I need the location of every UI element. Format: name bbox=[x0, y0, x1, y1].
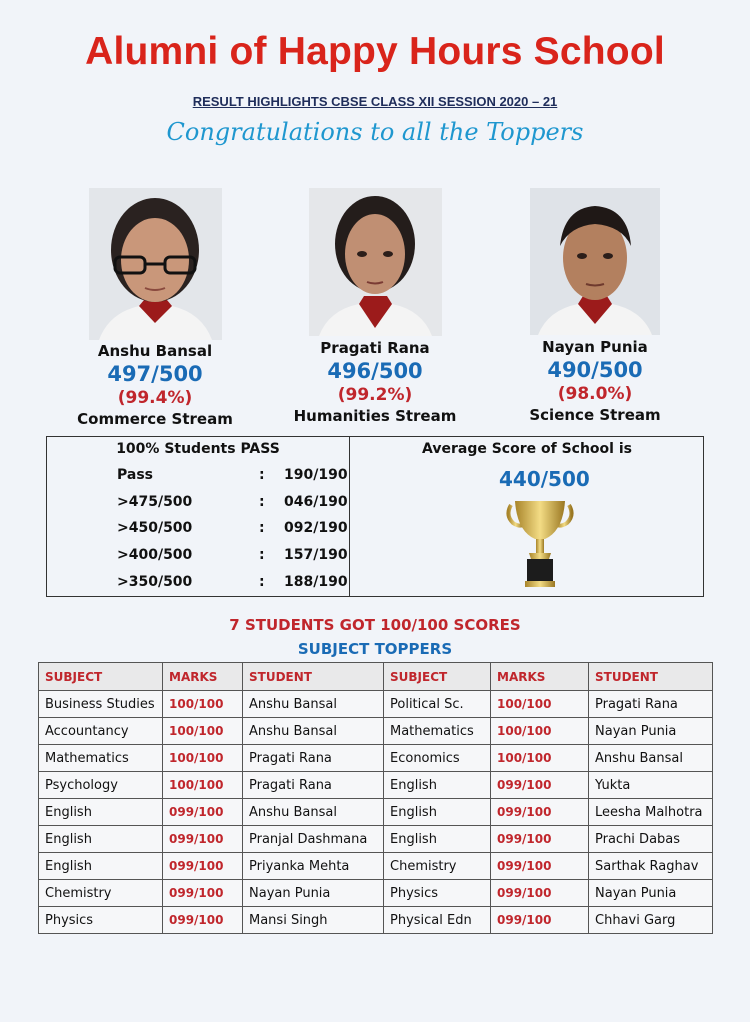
table-header-row bbox=[39, 663, 713, 691]
marks-cell: 099/100 bbox=[491, 853, 589, 880]
result-subtitle: RESULT HIGHLIGHTS CBSE CLASS XII SESSION 2020 – 21 bbox=[192, 94, 558, 109]
student-cell: Anshu Bansal bbox=[243, 718, 384, 745]
pass-stat-separator: : bbox=[259, 574, 265, 590]
table-row bbox=[39, 772, 713, 799]
topper-photo-pragati bbox=[309, 188, 442, 336]
table-row bbox=[39, 853, 713, 880]
topper-photo-anshu bbox=[89, 188, 222, 340]
topper-card-1 bbox=[60, 341, 250, 429]
student-cell: Priyanka Mehta bbox=[243, 853, 384, 880]
marks-cell: 099/100 bbox=[491, 826, 589, 853]
pass-stat-label: >450/500 bbox=[117, 520, 193, 536]
marks-cell: 100/100 bbox=[163, 691, 243, 718]
student-cell: Prachi Dabas bbox=[589, 826, 713, 853]
topper-stream: Commerce Stream bbox=[77, 410, 233, 428]
column-header-subject: SUBJECT bbox=[384, 663, 491, 691]
subject-cell: English bbox=[39, 799, 163, 826]
trophy-icon bbox=[505, 495, 575, 595]
table-row bbox=[39, 907, 713, 934]
marks-cell: 099/100 bbox=[491, 799, 589, 826]
subject-cell: Accountancy bbox=[39, 718, 163, 745]
subject-cell: English bbox=[384, 799, 491, 826]
subject-cell: Mathematics bbox=[39, 745, 163, 772]
pass-stat-value: 092/190 bbox=[284, 520, 348, 536]
topper-percent: (99.4%) bbox=[117, 388, 193, 408]
student-cell: Nayan Punia bbox=[589, 718, 713, 745]
pass-stat-separator: : bbox=[259, 494, 265, 510]
column-header-marks: MARKS bbox=[491, 663, 589, 691]
student-cell: Nayan Punia bbox=[589, 880, 713, 907]
student-cell: Pragati Rana bbox=[243, 772, 384, 799]
marks-cell: 100/100 bbox=[491, 691, 589, 718]
pass-stat-value: 046/190 bbox=[284, 494, 348, 510]
subject-cell: Political Sc. bbox=[384, 691, 491, 718]
marks-cell: 099/100 bbox=[163, 907, 243, 934]
marks-cell: 100/100 bbox=[491, 718, 589, 745]
marks-cell: 100/100 bbox=[163, 718, 243, 745]
pass-stat-label: >350/500 bbox=[117, 574, 193, 590]
column-header-marks: MARKS bbox=[163, 663, 243, 691]
page-title: Alumni of Happy Hours School bbox=[85, 30, 665, 73]
subject-cell: Mathematics bbox=[384, 718, 491, 745]
table-row bbox=[39, 718, 713, 745]
pass-stat-separator: : bbox=[259, 467, 265, 483]
student-cell: Sarthak Raghav bbox=[589, 853, 713, 880]
table-row bbox=[39, 691, 713, 718]
student-cell: Mansi Singh bbox=[243, 907, 384, 934]
pass-stats-title: 100% Students PASS bbox=[116, 441, 280, 457]
congratulations-text: Congratulations to all the Toppers bbox=[166, 118, 584, 146]
pass-stat-separator: : bbox=[259, 547, 265, 563]
subject-cell: Physical Edn bbox=[384, 907, 491, 934]
marks-cell: 100/100 bbox=[163, 772, 243, 799]
marks-cell: 099/100 bbox=[163, 826, 243, 853]
result-stats-box bbox=[46, 436, 704, 597]
subject-cell: Physics bbox=[384, 880, 491, 907]
topper-score: 497/500 bbox=[107, 362, 203, 386]
marks-cell: 099/100 bbox=[491, 880, 589, 907]
table-row bbox=[39, 880, 713, 907]
table-row bbox=[39, 826, 713, 853]
hundred-scores-heading: 7 STUDENTS GOT 100/100 SCORES bbox=[229, 616, 521, 634]
topper-percent: (99.2%) bbox=[337, 385, 413, 405]
student-cell: Pranjal Dashmana bbox=[243, 826, 384, 853]
topper-card-3 bbox=[500, 337, 690, 425]
student-cell: Yukta bbox=[589, 772, 713, 799]
student-cell: Anshu Bansal bbox=[243, 799, 384, 826]
marks-cell: 099/100 bbox=[491, 772, 589, 799]
pass-stat-label: Pass bbox=[117, 467, 153, 483]
student-cell: Pragati Rana bbox=[243, 745, 384, 772]
subject-cell: Economics bbox=[384, 745, 491, 772]
topper-name: Pragati Rana bbox=[320, 339, 430, 357]
average-score-title: Average Score of School is bbox=[422, 441, 632, 457]
topper-name: Nayan Punia bbox=[542, 338, 648, 356]
marks-cell: 100/100 bbox=[163, 745, 243, 772]
student-cell: Leesha Malhotra bbox=[589, 799, 713, 826]
pass-stat-value: 157/190 bbox=[284, 547, 348, 563]
pass-stat-label: >400/500 bbox=[117, 547, 193, 563]
marks-cell: 099/100 bbox=[163, 880, 243, 907]
pass-stat-value: 188/190 bbox=[284, 574, 348, 590]
topper-percent: (98.0%) bbox=[557, 384, 633, 404]
column-header-subject: SUBJECT bbox=[39, 663, 163, 691]
stats-divider bbox=[349, 437, 350, 596]
student-cell: Pragati Rana bbox=[589, 691, 713, 718]
topper-card-2 bbox=[280, 338, 470, 426]
student-cell: Anshu Bansal bbox=[243, 691, 384, 718]
topper-photo-nayan bbox=[530, 188, 660, 335]
topper-stream: Science Stream bbox=[529, 406, 661, 424]
student-cell: Anshu Bansal bbox=[589, 745, 713, 772]
subject-cell: Physics bbox=[39, 907, 163, 934]
subject-cell: English bbox=[39, 826, 163, 853]
subject-cell: English bbox=[39, 853, 163, 880]
table-row bbox=[39, 745, 713, 772]
subject-toppers-table bbox=[38, 662, 713, 934]
subject-cell: Chemistry bbox=[39, 880, 163, 907]
student-cell: Chhavi Garg bbox=[589, 907, 713, 934]
topper-score: 496/500 bbox=[327, 359, 423, 383]
subject-cell: English bbox=[384, 826, 491, 853]
column-header-student: STUDENT bbox=[243, 663, 384, 691]
column-header-student: STUDENT bbox=[589, 663, 713, 691]
subject-cell: Psychology bbox=[39, 772, 163, 799]
pass-stat-separator: : bbox=[259, 520, 265, 536]
marks-cell: 099/100 bbox=[491, 907, 589, 934]
pass-stat-value: 190/190 bbox=[284, 467, 348, 483]
marks-cell: 099/100 bbox=[163, 853, 243, 880]
table-row bbox=[39, 799, 713, 826]
marks-cell: 100/100 bbox=[491, 745, 589, 772]
average-score-value: 440/500 bbox=[499, 467, 590, 491]
subject-cell: English bbox=[384, 772, 491, 799]
subject-toppers-heading: SUBJECT TOPPERS bbox=[297, 640, 453, 658]
topper-score: 490/500 bbox=[547, 358, 643, 382]
pass-stat-label: >475/500 bbox=[117, 494, 193, 510]
subject-cell: Chemistry bbox=[384, 853, 491, 880]
topper-stream: Humanities Stream bbox=[293, 407, 457, 425]
student-cell: Nayan Punia bbox=[243, 880, 384, 907]
topper-name: Anshu Bansal bbox=[97, 342, 213, 360]
subject-cell: Business Studies bbox=[39, 691, 163, 718]
marks-cell: 099/100 bbox=[163, 799, 243, 826]
